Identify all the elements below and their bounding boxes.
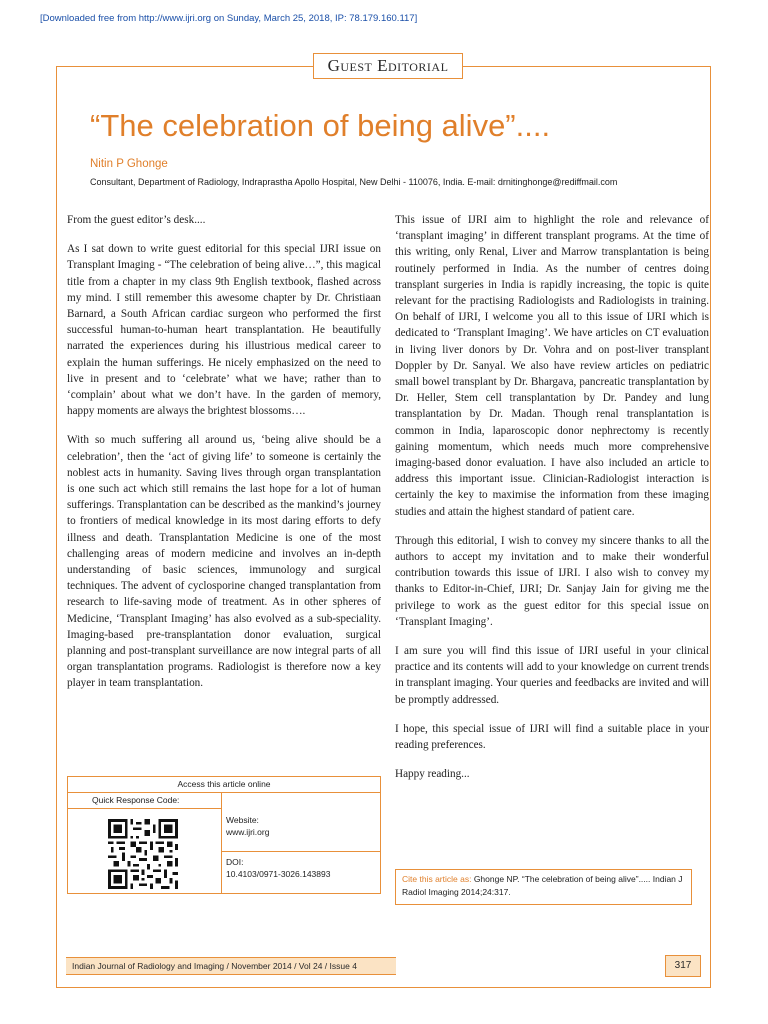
- paragraph-intro: As I sat down to write guest editorial for this special IJRI issue on Transplant Imaging - “The celebration of being alive…”, this magical title from a chapter in my class 9th English textbook, flashed across my mind. I still remember this awesome chapter by Dr. Christiaan Barnard, a South African cardiac surgeon who performed the first successful human-to-human heart transplantation. He beautifully narrated the experiences during his illustrious medical career to explain the human sufferings. He nicely emphasized on the need to live in present and to ‘celebrate’ what we have; rather than to ‘complain’ about what we don’t have. In the garden of memory, happy moments are always the brightest blossoms….: [67, 243, 381, 418]
- access-divider: [222, 851, 380, 852]
- website-block: [226, 814, 269, 838]
- journal-footer: Indian Journal of Radiology and Imaging / November 2014 / Vol 24 / Issue 4: [66, 957, 396, 975]
- article-title: “The celebration of being alive”....: [90, 108, 551, 143]
- page-number: 317: [665, 955, 701, 977]
- right-column: [395, 212, 709, 796]
- citation-lead: Cite this article as:: [402, 874, 472, 884]
- download-note: [Downloaded free from http://www.ijri.org on Sunday, March 25, 2018, IP: 78.179.160.117]: [40, 13, 418, 24]
- citation-box: [395, 869, 692, 905]
- doi-label: DOI:: [226, 857, 244, 867]
- author-affiliation: Consultant, Department of Radiology, Indraprastha Apollo Hospital, New Delhi - 110076, India. E-mail: drnitinghonge@rediffmail.com: [90, 177, 618, 187]
- paragraph-closing: Happy reading...: [395, 768, 470, 781]
- paragraph-editor-desk: From the guest editor’s desk....: [67, 214, 206, 226]
- paragraph-thanks: Through this editorial, I wish to convey my sincere thanks to all the authors to accept my invitation and to make their wonderful contribution towards this issue of IJRI. I also wish to convey my thanks to Editor-in-Chief, IJRI; Dr. Sanjay Jain for giving me the privilege to work as the guest editor for this special issue on ‘Transplant Imaging’.: [395, 534, 709, 628]
- left-column: [67, 212, 381, 705]
- doi-value[interactable]: 10.4103/0971-3026.143893: [226, 869, 331, 879]
- qr-panel: [68, 793, 222, 893]
- citation-text: Ghonge NP. “The celebration of being alive”..... Indian J Radiol Imaging 2014;24:317.: [402, 874, 683, 897]
- paragraph-transplantation: With so much suffering all around us, ‘being alive should be a celebration’, then the ‘act of giving life’ to someone is certainly the noblest acts in humanity. Saving lives through organ transplantation is one such act which still remains the last hope for a lot of human sufferings. Transplantation can be described as the mankind’s journey to frontiers of medical knowledge in its most daring efforts to defy illness and death. Transplantation Medicine is one of the most challenging areas of modern medicine and involves an in-depth understanding of basic sciences, immunology and surgical techniques. The advent of cyclosporine changed transplantation from research to life-saving mode of treatment. As in other spheres of Medicine, ‘Transplant Imaging’ has also evolved as a sub-speciality. Imaging-based pre-transplantation donor evaluation, surgical planning and post-transplant surveillance are now integral parts of all organ transplantation programs. Radiologist is therefore now a key player in team transplantation.: [67, 434, 381, 690]
- paragraph-hope: I hope, this special issue of IJRI will find a suitable place in your reading preferences.: [395, 722, 709, 752]
- access-details: [222, 793, 380, 893]
- paragraph-issue-scope: This issue of IJRI aim to highlight the role and relevance of ‘transplant imaging’ in different transplant programs. At the time of this writing, only Renal, Liver and Marrow transplantation is being routinely performed in India. As the number of centres doing transplant surgeries in India is rapidly increasing, the topic is quite relevant for the practising Radiologists and Radiologists in training. On behalf of IJRI, I welcome you all to this issue of IJRI which is dedicated to ‘Transplant Imaging’. We have articles on CT evaluation in living liver donors by Dr. Vohra and on post-liver transplant Doppler by Dr. Sanyal. We also have review articles on pediatric small bowel transplant by Dr. Bhargava, pancreatic transplantation by Dr. Heller, Stem cell transplantation by Dr. Pandey and lung transplantation by Dr. Madan. Though renal transplantation is common in India, laparoscopic donor nephrectomy is recently gaining momentum, which needs much more comprehensive imaging-based donor evaluation. I have also included an article to address this important issue. Clinician-Radiologist interaction is certainly the key to maximise the information from these imaging studies and attain the highest standard of patient care.: [395, 214, 709, 518]
- section-banner: Guest Editorial: [313, 53, 463, 79]
- author-name: Nitin P Ghonge: [90, 158, 168, 170]
- access-box-header: Access this article online: [68, 777, 380, 793]
- paragraph-usefulness: I am sure you will find this issue of IJRI useful in your clinical practice and its contents will add to your knowledge on current trends in transplant imaging. Your queries and feedbacks are invited and will be promptly addressed.: [395, 645, 709, 706]
- article-access-box: [67, 776, 381, 894]
- doi-block: [226, 856, 330, 880]
- qr-code-icon[interactable]: [108, 819, 178, 889]
- qr-label: Quick Response Code:: [68, 793, 221, 809]
- website-label: Website:: [226, 815, 259, 825]
- website-link[interactable]: www.ijri.org: [226, 827, 270, 837]
